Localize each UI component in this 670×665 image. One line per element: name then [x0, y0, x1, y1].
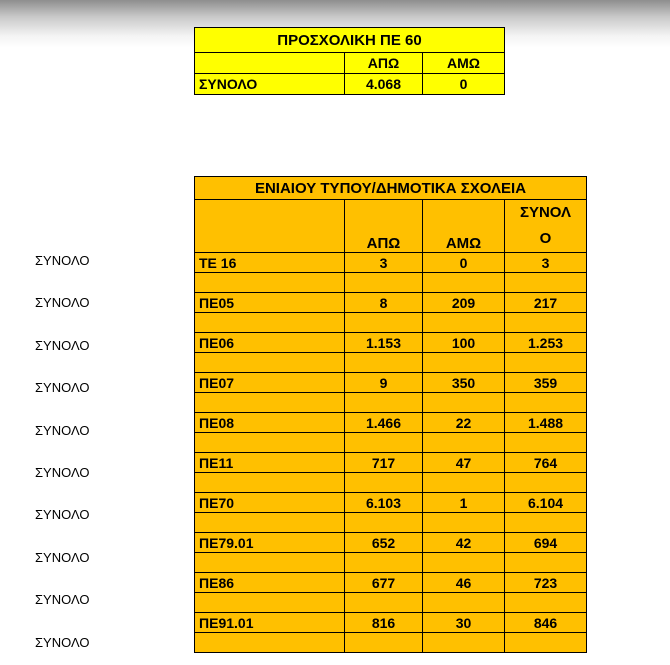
row-apo: 3 [345, 253, 423, 273]
primary-header-total: ΣΥΝΟΛ Ο [505, 200, 587, 253]
table-row [195, 493, 587, 513]
spacer-cell [505, 273, 587, 293]
primary-title: ΕΝΙΑΙΟΥ ΤΥΠΟΥ/ΔΗΜΟΤΙΚΑ ΣΧΟΛΕΙΑ [195, 177, 587, 200]
preschool-total-apo: 4.068 [345, 74, 423, 95]
row-side-label: ΣΥΝΟΛΟ [35, 253, 90, 268]
table-row [195, 533, 587, 553]
spacer-cell [195, 353, 345, 373]
row-amo: 46 [423, 573, 505, 593]
row-apo: 1.466 [345, 413, 423, 433]
spacer-cell [423, 273, 505, 293]
spacer-cell [345, 393, 423, 413]
row-apo: 9 [345, 373, 423, 393]
row-amo: 1 [423, 493, 505, 513]
row-amo: 0 [423, 253, 505, 273]
spacer-cell [195, 313, 345, 333]
spacer-cell [505, 513, 587, 533]
table-row [195, 333, 587, 353]
spacer-cell [505, 433, 587, 453]
row-code: ΠΕ11 [195, 453, 345, 473]
row-amo: 47 [423, 453, 505, 473]
preschool-total-label: ΣΥΝΟΛΟ [195, 74, 345, 95]
preschool-header-empty [195, 53, 345, 74]
row-total: 694 [505, 533, 587, 553]
spacer-cell [195, 273, 345, 293]
spacer-cell [195, 513, 345, 533]
row-side-label: ΣΥΝΟΛΟ [35, 634, 90, 650]
row-apo: 717 [345, 453, 423, 473]
spacer-cell [345, 433, 423, 453]
row-apo: 677 [345, 573, 423, 593]
table-spacer-row [195, 593, 587, 613]
row-amo: 350 [423, 373, 505, 393]
row-side-label: ΣΥΝΟΛΟ [35, 380, 90, 396]
spacer-cell [195, 633, 345, 653]
row-code: ΠΕ86 [195, 573, 345, 593]
spacer-cell [505, 353, 587, 373]
spacer-cell [195, 553, 345, 573]
spacer-cell [423, 553, 505, 573]
row-code: ΠΕ08 [195, 413, 345, 433]
primary-header-empty [195, 200, 345, 253]
row-amo: 100 [423, 333, 505, 353]
primary-schools-table [194, 176, 587, 653]
table-spacer-row [195, 273, 587, 293]
row-total: 217 [505, 293, 587, 313]
row-total: 764 [505, 453, 587, 473]
table-row [195, 413, 587, 433]
table-spacer-row [195, 513, 587, 533]
spacer-cell [423, 433, 505, 453]
row-apo: 816 [345, 613, 423, 633]
spacer-cell [423, 513, 505, 533]
primary-header-apo: ΑΠΩ [345, 200, 423, 253]
row-code: ΤΕ 16 [195, 253, 345, 273]
row-code: ΠΕ79.01 [195, 533, 345, 553]
row-side-label: ΣΥΝΟΛΟ [35, 592, 90, 608]
row-amo: 42 [423, 533, 505, 553]
preschool-table [194, 27, 505, 95]
row-total: 1.488 [505, 413, 587, 433]
table-spacer-row [195, 553, 587, 573]
spacer-cell [195, 473, 345, 493]
spacer-cell [423, 313, 505, 333]
row-code: ΠΕ91.01 [195, 613, 345, 633]
spacer-cell [345, 473, 423, 493]
table-row [195, 573, 587, 593]
spacer-cell [505, 633, 587, 653]
table-row [195, 253, 587, 273]
preschool-header-amo: ΑΜΩ [423, 53, 505, 74]
row-amo: 209 [423, 293, 505, 313]
row-side-label: ΣΥΝΟΛΟ [35, 295, 90, 311]
row-side-label: ΣΥΝΟΛΟ [35, 465, 90, 480]
spacer-cell [345, 553, 423, 573]
row-apo: 652 [345, 533, 423, 553]
row-apo: 6.103 [345, 493, 423, 513]
spacer-cell [195, 593, 345, 613]
row-total: 6.104 [505, 493, 587, 513]
spacer-cell [345, 313, 423, 333]
primary-header-amo: ΑΜΩ [423, 200, 505, 253]
table-spacer-row [195, 313, 587, 333]
spacer-cell [505, 553, 587, 573]
row-amo: 22 [423, 413, 505, 433]
table-row [195, 373, 587, 393]
row-side-label: ΣΥΝΟΛΟ [35, 507, 90, 523]
spacer-cell [505, 393, 587, 413]
spacer-cell [423, 393, 505, 413]
row-amo: 30 [423, 613, 505, 633]
row-total: 359 [505, 373, 587, 393]
spacer-cell [505, 313, 587, 333]
row-apo: 8 [345, 293, 423, 313]
spacer-cell [195, 433, 345, 453]
table-row [195, 453, 587, 473]
spacer-cell [345, 353, 423, 373]
row-side-label: ΣΥΝΟΛΟ [35, 337, 90, 353]
row-total: 1.253 [505, 333, 587, 353]
table-spacer-row [195, 473, 587, 493]
table-spacer-row [195, 393, 587, 413]
preschool-header-apo: ΑΠΩ [345, 53, 423, 74]
row-code: ΠΕ07 [195, 373, 345, 393]
row-total: 3 [505, 253, 587, 273]
preschool-title: ΠΡΟΣΧΟΛΙΚΗ ΠΕ 60 [195, 28, 505, 53]
spacer-cell [423, 593, 505, 613]
spacer-cell [195, 393, 345, 413]
row-code: ΠΕ70 [195, 493, 345, 513]
table-row [195, 613, 587, 633]
row-side-label: ΣΥΝΟΛΟ [35, 422, 90, 438]
spacer-cell [345, 593, 423, 613]
spacer-cell [345, 273, 423, 293]
table-spacer-row [195, 633, 587, 653]
row-apo: 1.153 [345, 333, 423, 353]
row-code: ΠΕ06 [195, 333, 345, 353]
table-spacer-row [195, 433, 587, 453]
table-row [195, 293, 587, 313]
spacer-cell [345, 513, 423, 533]
spacer-cell [345, 633, 423, 653]
spacer-cell [505, 473, 587, 493]
row-total: 846 [505, 613, 587, 633]
spacer-cell [423, 353, 505, 373]
table-spacer-row [195, 353, 587, 373]
row-total: 723 [505, 573, 587, 593]
spacer-cell [505, 593, 587, 613]
spacer-cell [423, 633, 505, 653]
preschool-total-amo: 0 [423, 74, 505, 95]
row-code: ΠΕ05 [195, 293, 345, 313]
row-side-label: ΣΥΝΟΛΟ [35, 549, 90, 565]
spacer-cell [423, 473, 505, 493]
